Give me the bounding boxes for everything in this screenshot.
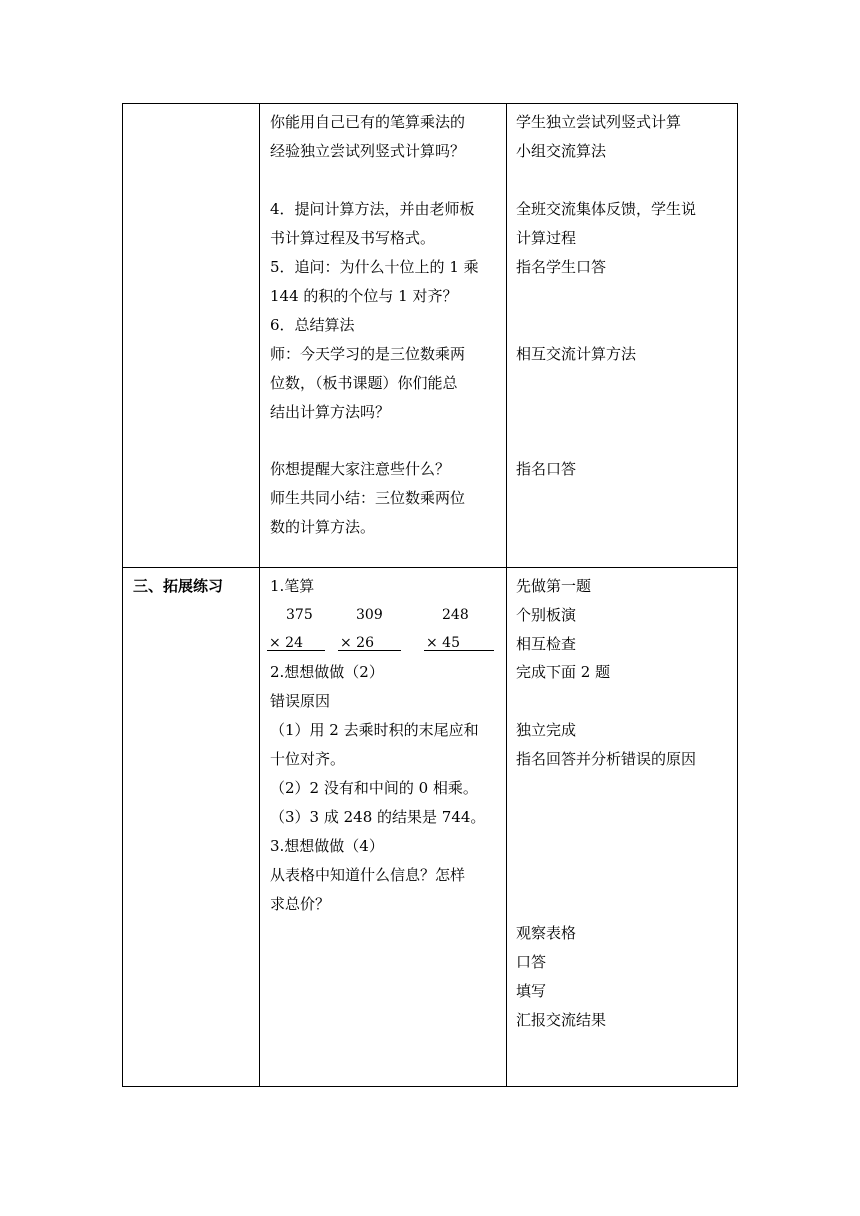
row2-text: 从表格中知道什么信息？怎样 [270,866,466,884]
problem-2-underline [338,650,401,651]
row2-activity: 口答 [516,953,547,971]
row2-text: 1.笔算 [270,577,315,595]
problem-2-multiplier: × 26 [340,635,374,651]
row1-activity: 小组交流算法 [516,142,607,160]
row1-text: 师生共同小结：三位数乘两位 [270,489,466,507]
problem-2-multiplicand: 309 [356,607,383,623]
row2-activity: 汇报交流结果 [516,1011,607,1029]
row2-activity: 独立完成 [516,721,577,739]
row2-activity: 先做第一题 [516,577,592,595]
problem-1-underline [267,650,325,651]
row2-activity: 相互检查 [516,635,577,653]
row2-text: 3.想想做做（4） [270,837,384,855]
row1-text: 4．提问计算方法，并由老师板 [270,200,475,218]
problem-1-multiplier: × 24 [269,635,303,651]
column-divider [259,104,260,1086]
row1-text: 144 的积的个位与 1 对齐？ [270,287,458,305]
problem-3-underline [424,650,494,651]
row1-text: 数的计算方法。 [270,518,376,536]
row2-activity: 指名回答并分析错误的原因 [516,750,697,768]
section-title: 三、拓展练习 [133,577,224,595]
problem-1-multiplicand: 375 [286,607,313,623]
column-divider [506,104,507,1086]
row1-text: 6．总结算法 [270,316,355,334]
row2-text: 错误原因 [270,692,331,710]
row1-activity: 学生独立尝试列竖式计算 [516,113,682,131]
row1-text: 5．追问：为什么十位上的 1 乘 [270,258,479,276]
row2-activity: 观察表格 [516,924,577,942]
row2-text: （2）2 没有和中间的 0 相乘。 [270,779,478,797]
row1-text: 师：今天学习的是三位数乘两 [270,345,466,363]
row1-text: 经验独立尝试列竖式计算吗？ [270,142,466,160]
row2-text: 求总价？ [270,895,331,913]
row1-text: 书计算过程及书写格式。 [270,229,436,247]
row1-text: 你能用自己已有的笔算乘法的 [270,113,466,131]
row2-activity: 完成下面 2 题 [516,663,611,681]
row2-activity: 个别板演 [516,606,577,624]
row2-text: （1）用 2 去乘时积的末尾应和 [270,721,479,739]
row1-text: 位数，（板书课题）你们能总 [270,374,458,392]
row1-text: 你想提醒大家注意些什么？ [270,460,451,478]
row1-activity: 指名口答 [516,460,577,478]
row1-activity: 计算过程 [516,229,577,247]
row1-activity: 全班交流集体反馈，学生说 [516,200,697,218]
row1-activity: 指名学生口答 [516,258,607,276]
lesson-plan-table [122,103,738,1087]
row2-text: 十位对齐。 [270,750,346,768]
row-divider [123,567,737,568]
problem-3-multiplier: × 45 [426,635,460,651]
problem-3-multiplicand: 248 [442,607,469,623]
row2-activity: 填写 [516,982,547,1000]
row1-activity: 相互交流计算方法 [516,345,637,363]
row2-text: （3）3 成 248 的结果是 744。 [270,808,486,826]
row2-text: 2.想想做做（2） [270,663,384,681]
row1-text: 结出计算方法吗？ [270,403,391,421]
